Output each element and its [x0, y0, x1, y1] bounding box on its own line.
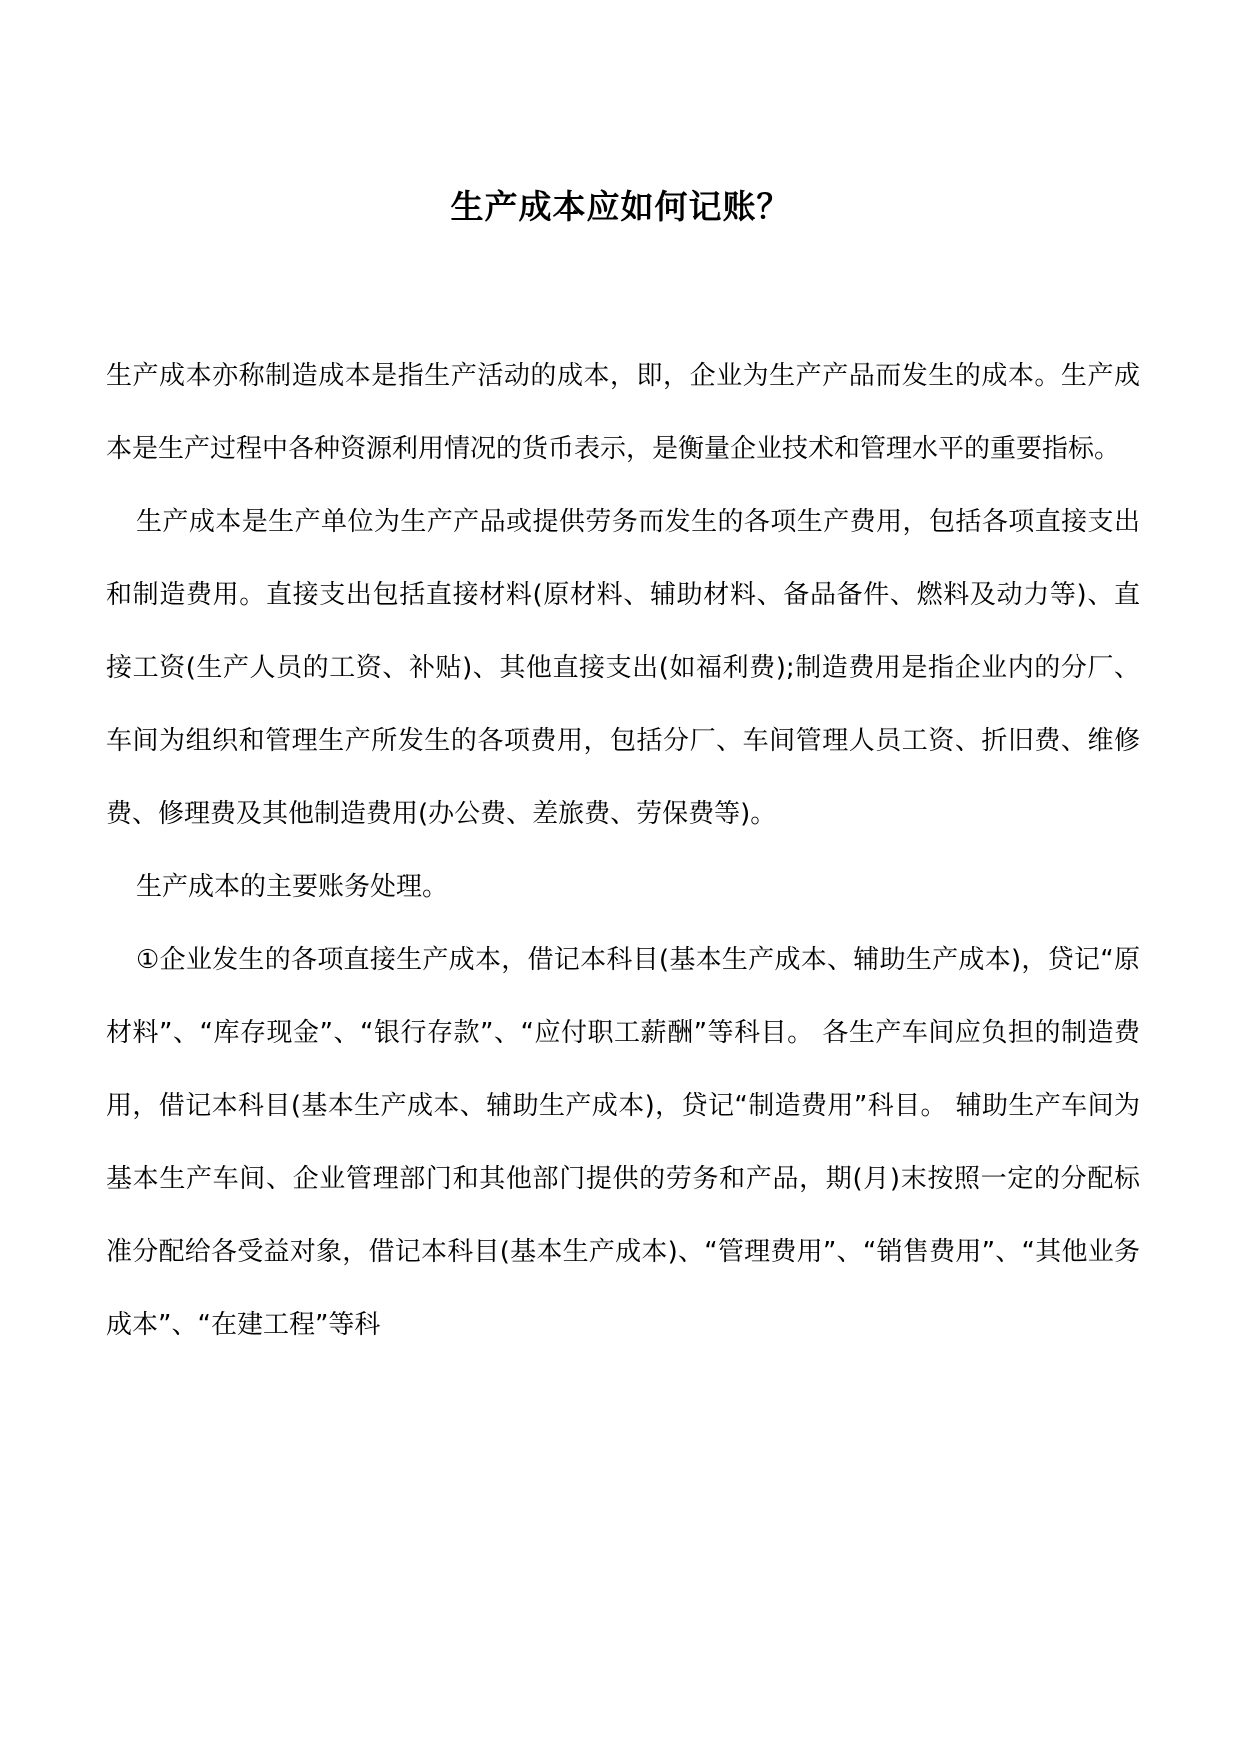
paragraph-section-heading: 生产成本的主要账务处理。: [136, 872, 449, 902]
paragraph-composition: 生产成本是生产单位为生产产品或提供劳务而发生的各项生产费用，包括各项直接支出和制造费用。直接支出包括直接材料(原材料、辅助材料、备品备件、燃料及动力等)、直接工资(生产人员的工资、补贴)、其他直接支出(如福利费);制造费用是指企业内的分厂、车间为组织和管理生产所发生的各项费用，包括分厂、车间管理人员工资、折旧费、维修费、修理费及其他制造费用(办公费、差旅费、劳保费等)。: [106, 507, 1140, 829]
document-body: [106, 340, 1140, 1362]
page-title: 生产成本应如何记账？: [450, 187, 791, 227]
paragraph-definition: 生产成本亦称制造成本是指生产活动的成本，即，企业为生产产品而发生的成本。生产成本是生产过程中各种资源利用情况的货币表示，是衡量企业技术和管理水平的重要指标。: [106, 361, 1140, 464]
paragraph-accounting-entries: ①企业发生的各项直接生产成本，借记本科目(基本生产成本、辅助生产成本)，贷记“原材料”、“库存现金”、“银行存款”、“应付职工薪酬”等科目。 各生产车间应负担的制造费用，借记本科目(基本生产成本、辅助生产成本)，贷记“制造费用”科目。 辅助生产车间为基本生产车间、企业管理部门和其他部门提供的劳务和产品，期(月)末按照一定的分配标准分配给各受益对象，借记本科目(基本生产成本)、“管理费用”、“销售费用”、“其他业务成本”、“在建工程”等科: [106, 945, 1140, 1340]
